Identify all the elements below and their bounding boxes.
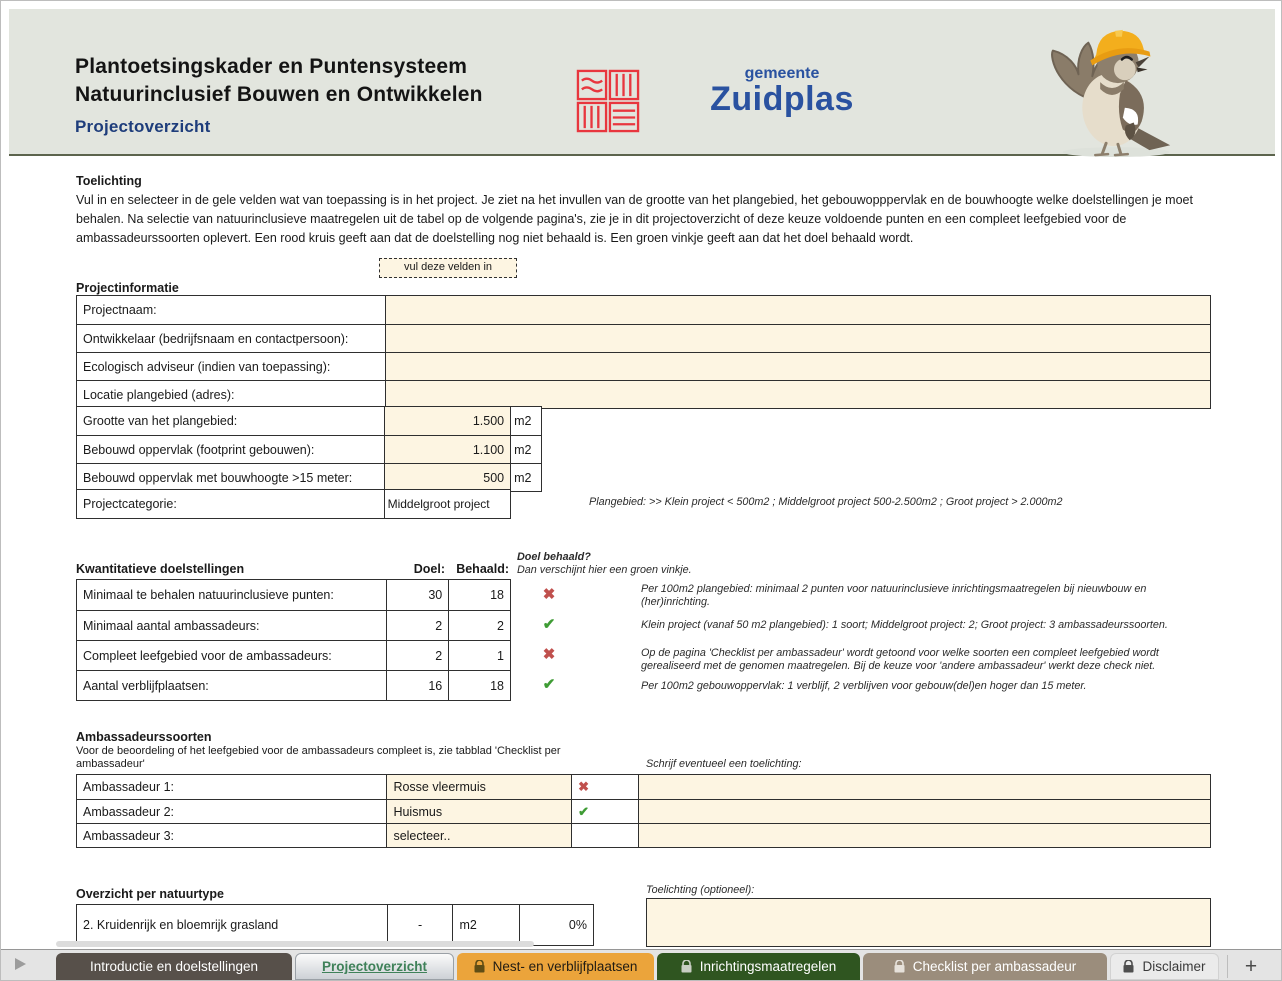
status-icon: ✔ bbox=[571, 800, 638, 823]
doel-behaald-hint-sub: Dan verschijnt hier een groen vinkje. bbox=[517, 564, 692, 576]
brand-gemeente: gemeente bbox=[744, 65, 820, 82]
table-row bbox=[77, 380, 1210, 408]
projectinfo-text-table bbox=[76, 295, 1211, 409]
table-row bbox=[77, 670, 510, 700]
table-row bbox=[77, 463, 541, 491]
ambassadeur-1-label: Ambassadeur 1: bbox=[83, 780, 175, 794]
natuurtype-heading: Overzicht per natuurtype bbox=[76, 887, 224, 901]
fill-fields-callout: vul deze velden in bbox=[379, 258, 517, 278]
projectcategorie-value: Middelgroot project bbox=[384, 490, 510, 518]
status-icon-column bbox=[534, 579, 564, 699]
toelichting-optioneel-label: Toelichting (optioneel): bbox=[646, 884, 755, 896]
sheet-tab-bar bbox=[1, 949, 1282, 981]
unit-label: m2 bbox=[510, 464, 541, 491]
projectcategorie-table bbox=[76, 489, 511, 519]
horizontal-scrollbar[interactable] bbox=[56, 941, 534, 947]
ecologisch-adviseur-field[interactable] bbox=[385, 353, 1210, 380]
page-title bbox=[75, 53, 483, 141]
zuidplas-logo-icon bbox=[576, 69, 640, 133]
sheet-header bbox=[9, 9, 1275, 156]
projectcategorie-label: Projectcategorie: bbox=[83, 497, 177, 511]
ambassadeurs-subtext: Voor de beoordeling of het leefgebied voor de ambassadeurs compleet is, zie tabblad 'Checklist per ambassadeur' bbox=[76, 745, 561, 770]
locatie-field[interactable] bbox=[385, 381, 1210, 408]
natuurtype-row-label: 2. Kruidenrijk en bloemrijk grasland bbox=[83, 918, 279, 932]
behaald-value: 1 bbox=[448, 641, 510, 670]
status-icon: ✖ bbox=[542, 586, 556, 603]
brand-zuidplas: Zuidplas bbox=[710, 80, 854, 118]
unit-label: m2 bbox=[510, 407, 541, 435]
table-row bbox=[77, 324, 1210, 352]
add-sheet-button[interactable]: + bbox=[1244, 954, 1258, 978]
status-icon: ✖ bbox=[542, 646, 556, 663]
ambassadeur-1-select[interactable]: Rosse vleermuis bbox=[386, 775, 571, 799]
table-row bbox=[77, 435, 541, 463]
ontwikkelaar-label: Ontwikkelaar (bedrijfsnaam en contactpersoon): bbox=[83, 331, 349, 346]
tab-projectoverzicht[interactable] bbox=[295, 953, 454, 980]
tab-inrichtingsmaatregelen[interactable] bbox=[657, 953, 860, 980]
status-icon: ✖ bbox=[571, 775, 638, 799]
tab-label: Disclaimer bbox=[1142, 959, 1206, 974]
projectinformatie-heading: Projectinformatie bbox=[76, 281, 179, 295]
bouwhoogte-field[interactable]: 500 bbox=[384, 464, 510, 491]
doel-note: Klein project (vanaf 50 m2 plangebied): 1 soort; Middelgroot project: 2; Groot project: 3 ambassadeurssoorten. bbox=[641, 619, 1168, 631]
doelstellingen-heading: Kwantitatieve doelstellingen bbox=[76, 562, 245, 576]
tab-scroll-right-icon[interactable] bbox=[15, 958, 26, 970]
tab-checklist-per-ambassadeur[interactable] bbox=[863, 953, 1107, 980]
doel-note: Per 100m2 plangebied: minimaal 2 punten voor natuurinclusieve inrichtingsmaatregelen bij nieuwbouw en (her)inrichting. bbox=[641, 583, 1147, 608]
tab-label: Introductie en doelstellingen bbox=[89, 959, 259, 974]
title-line-1: Plantoetsingskader en Puntensysteem bbox=[75, 55, 468, 78]
grootte-plangebied-field[interactable]: 1.500 bbox=[384, 407, 510, 435]
table-row bbox=[77, 775, 1210, 799]
ontwikkelaar-field[interactable] bbox=[385, 325, 1210, 352]
plangebied-note: Plangebied: >> Klein project < 500m2 ; Middelgroot project 500-2.500m2 ; Groot project > 2.000m2 bbox=[589, 496, 1063, 508]
table-row bbox=[77, 905, 593, 945]
tab-nest-en-verblijfplaatsen[interactable] bbox=[457, 953, 654, 980]
tab-disclaimer[interactable] bbox=[1110, 953, 1219, 980]
doel-column-header: Doel: bbox=[413, 562, 445, 576]
table-row bbox=[77, 799, 1210, 823]
behaald-value: 18 bbox=[448, 580, 510, 610]
tab-label: Inrichtingsmaatregelen bbox=[699, 959, 837, 974]
natuurtype-table bbox=[76, 904, 594, 946]
doel-value: 2 bbox=[386, 641, 449, 670]
natuurtype-toelichting-field[interactable] bbox=[646, 898, 1211, 947]
table-row bbox=[77, 823, 1210, 847]
projectnaam-label: Projectnaam: bbox=[83, 303, 157, 317]
table-row bbox=[77, 490, 510, 518]
table-row bbox=[77, 296, 1210, 324]
unit-label: m2 bbox=[510, 436, 541, 463]
bebouwd-oppervlak-label: Bebouwd oppervlak (footprint gebouwen): bbox=[83, 442, 315, 457]
table-row bbox=[77, 352, 1210, 380]
doel-note: Op de pagina 'Checklist per ambassadeur' wordt getoond voor welke soorten een compleet leefgebied wordt gerealiseerd met de genomen maatregelen. Bij de keuze voor 'andere ambassadeur' werkt deze check niet. bbox=[641, 647, 1159, 672]
lock-icon bbox=[474, 960, 485, 973]
natuurtype-value: - bbox=[387, 905, 453, 945]
status-icon: ✔ bbox=[542, 616, 556, 633]
ambassadeurs-table bbox=[76, 774, 1211, 848]
projectinfo-number-table bbox=[76, 406, 542, 492]
tab-introductie-en-doelstellingen[interactable] bbox=[56, 953, 292, 980]
title-line-2: Natuurinclusief Bouwen en Ontwikkelen bbox=[75, 83, 483, 106]
lock-icon bbox=[681, 960, 692, 973]
lock-icon bbox=[894, 960, 905, 973]
ambassadeur-3-comment-field[interactable] bbox=[638, 824, 1210, 847]
ambassadeur-3-label: Ambassadeur 3: bbox=[83, 828, 175, 843]
ambassadeurs-heading: Ambassadeurssoorten bbox=[76, 730, 212, 744]
ambassadeur-1-comment-field[interactable] bbox=[638, 775, 1210, 799]
doel-value: 30 bbox=[386, 580, 449, 610]
doel-value: 16 bbox=[386, 671, 449, 700]
projectnaam-field[interactable] bbox=[385, 296, 1210, 324]
toelichting-comment-label: Schrijf eventueel een toelichting: bbox=[646, 758, 802, 770]
status-icon: ✔ bbox=[542, 676, 556, 693]
ambassadeur-2-label: Ambassadeur 2: bbox=[83, 804, 175, 819]
tab-label: Checklist per ambassadeur bbox=[912, 959, 1077, 974]
natuurtype-percent: 0% bbox=[519, 905, 593, 945]
toelichting-heading: Toelichting bbox=[76, 174, 142, 188]
doel-value: 2 bbox=[386, 611, 449, 640]
bebouwd-oppervlak-field[interactable]: 1.100 bbox=[384, 436, 510, 463]
doel-behaald-hint-title: Doel behaald? bbox=[517, 551, 591, 563]
tab-label: Nest- en verblijfplaatsen bbox=[492, 959, 638, 974]
tab-label: Projectoverzicht bbox=[321, 959, 428, 974]
behaald-value: 18 bbox=[448, 671, 510, 700]
gemeente-zuidplas-wordmark bbox=[697, 65, 867, 119]
ambassadeur-3-select[interactable]: selecteer.. bbox=[386, 824, 571, 847]
natuurtype-unit: m2 bbox=[452, 905, 519, 945]
doel-row-label: Aantal verblijfplaatsen: bbox=[83, 678, 209, 693]
doel-row-label: Compleet leefgebied voor de ambassadeurs: bbox=[83, 648, 332, 663]
locatie-label: Locatie plangebied (adres): bbox=[83, 387, 235, 402]
ecologisch-adviseur-label: Ecologisch adviseur (indien van toepassing): bbox=[83, 359, 331, 374]
doelstellingen-table bbox=[76, 579, 511, 701]
table-row bbox=[77, 407, 541, 435]
doel-row-label: Minimaal te behalen natuurinclusieve punten: bbox=[83, 588, 334, 602]
bouwhoogte-label: Bebouwd oppervlak met bouwhoogte >15 meter: bbox=[83, 470, 353, 485]
page-subtitle: Projectoverzicht bbox=[75, 117, 211, 136]
lock-icon bbox=[1123, 960, 1134, 973]
doel-note: Per 100m2 gebouwoppervlak: 1 verblijf, 2 verblijven voor gebouw(del)en hoger dan 15 meter. bbox=[641, 680, 1087, 692]
table-row bbox=[77, 610, 510, 640]
toelichting-body: Vul in en selecteer in de gele velden wat van toepassing is in het project. Je ziet na het invullen van de grootte van het plangebied, het gebouwopppervlak en de bouwhoogte welke doelstellingen je moet behalen. Na selectie van natuurinclusieve maatregelen uit de tabel op de volgende pagina's, zie je in dit projectoverzicht of deze keuze voldoende punten en een compleet leefgebied voor de ambassadeurssoorten oplevert. Een rood kruis geeft aan dat de doelstelling nog niet behaald is. Een groen vinkje geeft aan dat het doel behaald wordt. bbox=[76, 193, 1193, 245]
sparrow-mascot-icon bbox=[1039, 23, 1187, 161]
status-icon bbox=[571, 824, 638, 847]
ambassadeur-2-comment-field[interactable] bbox=[638, 800, 1210, 823]
ambassadeur-2-select[interactable]: Huismus bbox=[386, 800, 571, 823]
tabbar-separator bbox=[1227, 955, 1228, 978]
behaald-value: 2 bbox=[448, 611, 510, 640]
doel-row-label: Minimaal aantal ambassadeurs: bbox=[83, 618, 260, 633]
behaald-column-header: Behaald: bbox=[456, 562, 509, 576]
grootte-plangebied-label: Grootte van het plangebied: bbox=[83, 414, 238, 428]
table-row bbox=[77, 580, 510, 610]
table-row bbox=[77, 640, 510, 670]
